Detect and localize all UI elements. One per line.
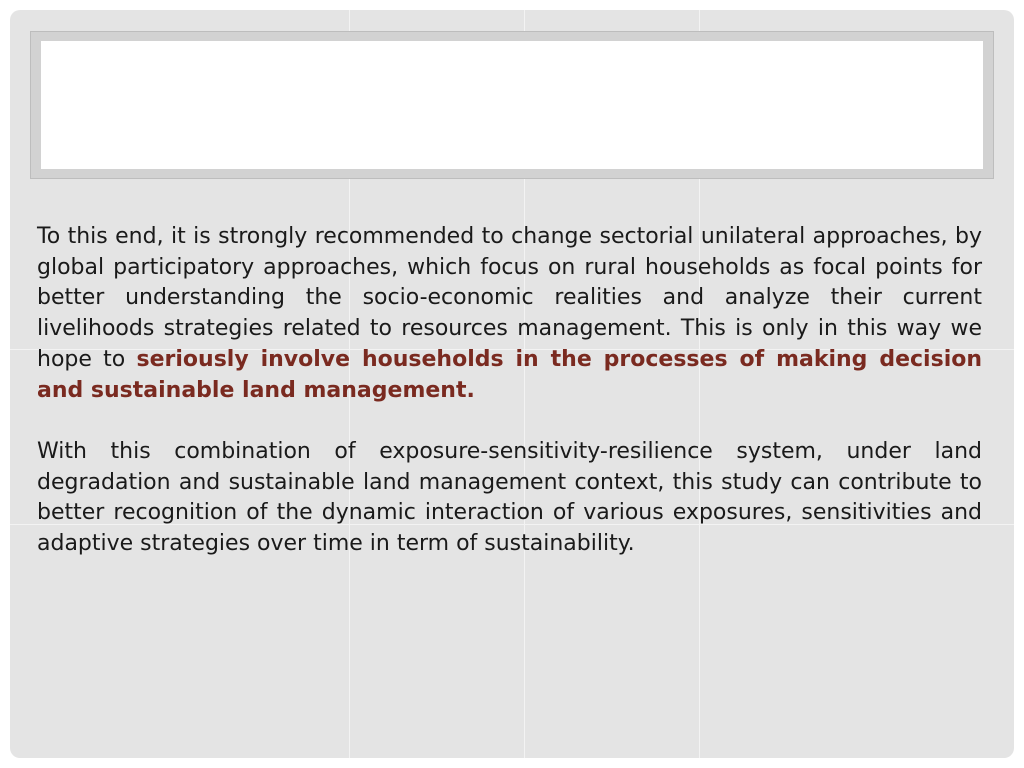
slide	[10, 10, 1014, 758]
paragraph-1-text: To this end, it is strongly recommended to change sectorial unilateral approaches, by global participatory approaches, which focus on rural households as focal points for better understanding the socio-economic realities and analyze their current livelihoods strategies related to resources management. This is only in this way we hope to	[37, 224, 982, 372]
paragraph-1-emphasis: seriously involve households in the processes of making decision and sustainable land management.	[37, 346, 983, 403]
paragraph-1	[37, 222, 982, 406]
paragraph-2: With this combination of exposure-sensitivity-resilience system, under land degradation and sustainable land management context, this study can contribute to better recognition of the dynamic interaction of various exposures, sensitivities and adaptive strategies over time in term of sustainability.	[37, 438, 982, 557]
title-placeholder[interactable]	[41, 41, 983, 169]
title-frame	[30, 31, 994, 179]
body-text	[37, 222, 982, 560]
